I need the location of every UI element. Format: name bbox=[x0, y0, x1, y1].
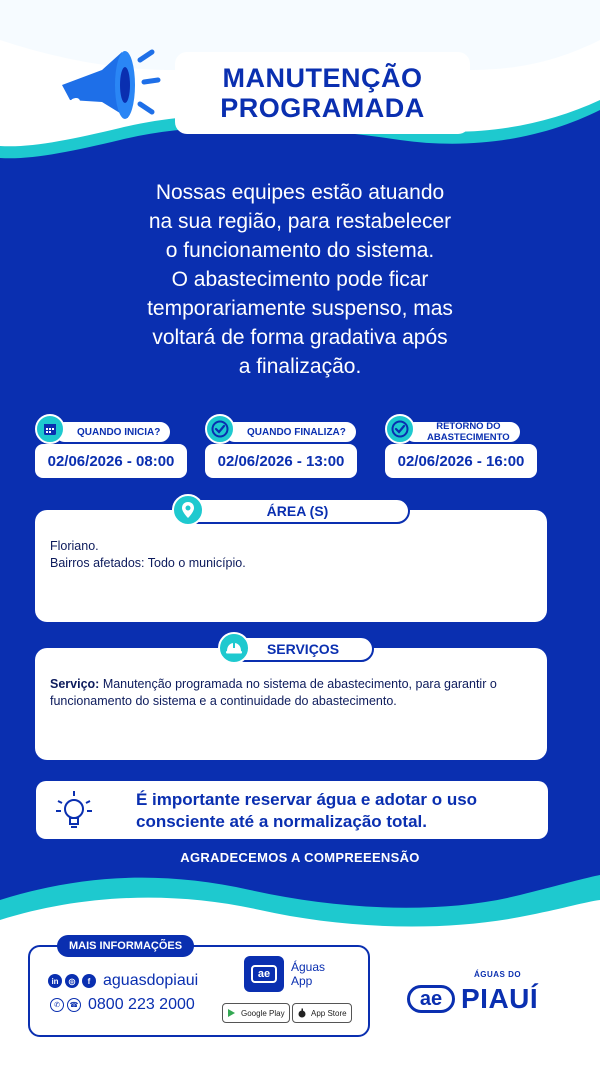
brand-prefix: ÁGUAS DO bbox=[474, 970, 522, 979]
app-store-badge[interactable] bbox=[292, 1003, 352, 1023]
area-section-label: ÁREA (S) bbox=[185, 498, 410, 524]
end-time-label: QUANDO FINALIZA? bbox=[223, 420, 358, 444]
google-play-label: Google Play bbox=[241, 1008, 285, 1018]
intro-text bbox=[60, 178, 540, 381]
area-text bbox=[50, 538, 530, 572]
intro-line: Nossas equipes estão atuando bbox=[155, 181, 445, 204]
start-time-value: 02/06/2026 - 08:00 bbox=[35, 444, 187, 478]
app-name-line-1: Águas bbox=[291, 960, 326, 974]
megaphone-icon bbox=[52, 40, 162, 135]
return-time-card bbox=[385, 420, 537, 478]
phone-icon[interactable]: ☎ bbox=[67, 998, 81, 1012]
intro-line: a finalização. bbox=[238, 355, 362, 378]
app-name bbox=[291, 960, 341, 988]
services-box bbox=[35, 648, 547, 760]
brand-mark: ae bbox=[407, 985, 455, 1013]
tip-line-1: É importante reservar água e adotar o uso bbox=[136, 790, 478, 809]
area-box bbox=[35, 510, 547, 622]
intro-line: O abastecimento pode ficar bbox=[171, 268, 429, 291]
intro-line: voltará de forma gradativa após bbox=[152, 326, 448, 349]
brand-logo bbox=[407, 983, 538, 1015]
services-section-label: SERVIÇOS bbox=[232, 636, 374, 662]
google-play-badge[interactable] bbox=[222, 1003, 290, 1023]
calendar-icon bbox=[35, 414, 65, 444]
services-prefix: Serviço: bbox=[50, 677, 100, 691]
tip-box bbox=[36, 781, 548, 839]
return-time-label bbox=[403, 420, 522, 444]
location-pin-icon bbox=[172, 494, 204, 526]
app-logo-icon[interactable] bbox=[244, 956, 284, 992]
start-time-card bbox=[35, 420, 187, 478]
end-time-value: 02/06/2026 - 13:00 bbox=[205, 444, 357, 478]
title-line-1: MANUTENÇÃO bbox=[222, 63, 423, 93]
google-play-icon bbox=[227, 1008, 237, 1018]
social-handle[interactable]: aguasdopiaui bbox=[103, 972, 199, 989]
tip-message bbox=[136, 789, 546, 833]
check-circle-icon bbox=[205, 414, 235, 444]
whatsapp-icon[interactable]: ✆ bbox=[50, 998, 64, 1012]
return-label-line-1: RETORNO DO bbox=[436, 421, 501, 432]
return-label-line-2: ABASTECIMENTO bbox=[427, 432, 510, 443]
hard-hat-icon bbox=[218, 632, 250, 664]
intro-line: na sua região, para restabelecer bbox=[148, 210, 452, 233]
more-info-label: MAIS INFORMAÇÕES bbox=[57, 935, 194, 957]
check-circle-icon bbox=[385, 414, 415, 444]
facebook-icon[interactable]: f bbox=[82, 974, 96, 988]
thanks-text: AGRADECEMOS A COMPREEENSÃO bbox=[180, 850, 420, 865]
services-text bbox=[50, 676, 530, 710]
services-description: Manutenção programada no sistema de abastecimento, para garantir o funcionamento do sistema e a continuidade do abastecimento. bbox=[50, 677, 497, 708]
app-store-label: App Store bbox=[311, 1008, 347, 1018]
app-logo-mark: ae bbox=[251, 965, 277, 983]
social-row bbox=[48, 972, 198, 990]
app-name-line-2: App bbox=[291, 974, 313, 988]
apple-icon bbox=[297, 1008, 307, 1018]
return-time-value: 02/06/2026 - 16:00 bbox=[385, 444, 537, 478]
instagram-icon[interactable]: ◎ bbox=[65, 974, 79, 988]
title-box bbox=[175, 52, 470, 134]
area-city: Floriano. bbox=[50, 539, 99, 553]
start-time-label: QUANDO INICIA? bbox=[53, 420, 172, 444]
intro-line: o funcionamento do sistema. bbox=[165, 239, 435, 262]
area-neighborhoods: Bairros afetados: Todo o município. bbox=[50, 556, 246, 570]
brand-word: PIAUÍ bbox=[461, 983, 539, 1014]
linkedin-icon[interactable]: in bbox=[48, 974, 62, 988]
title-line-2: PROGRAMADA bbox=[220, 93, 425, 123]
phone-number[interactable]: 0800 223 2000 bbox=[88, 996, 195, 1013]
tip-line-2: consciente até a normalização total. bbox=[136, 812, 427, 831]
intro-line: temporariamente suspenso, mas bbox=[147, 297, 453, 320]
info-box bbox=[28, 945, 370, 1037]
phone-row bbox=[50, 996, 195, 1014]
end-time-card bbox=[205, 420, 357, 478]
lightbulb-icon bbox=[54, 789, 94, 831]
